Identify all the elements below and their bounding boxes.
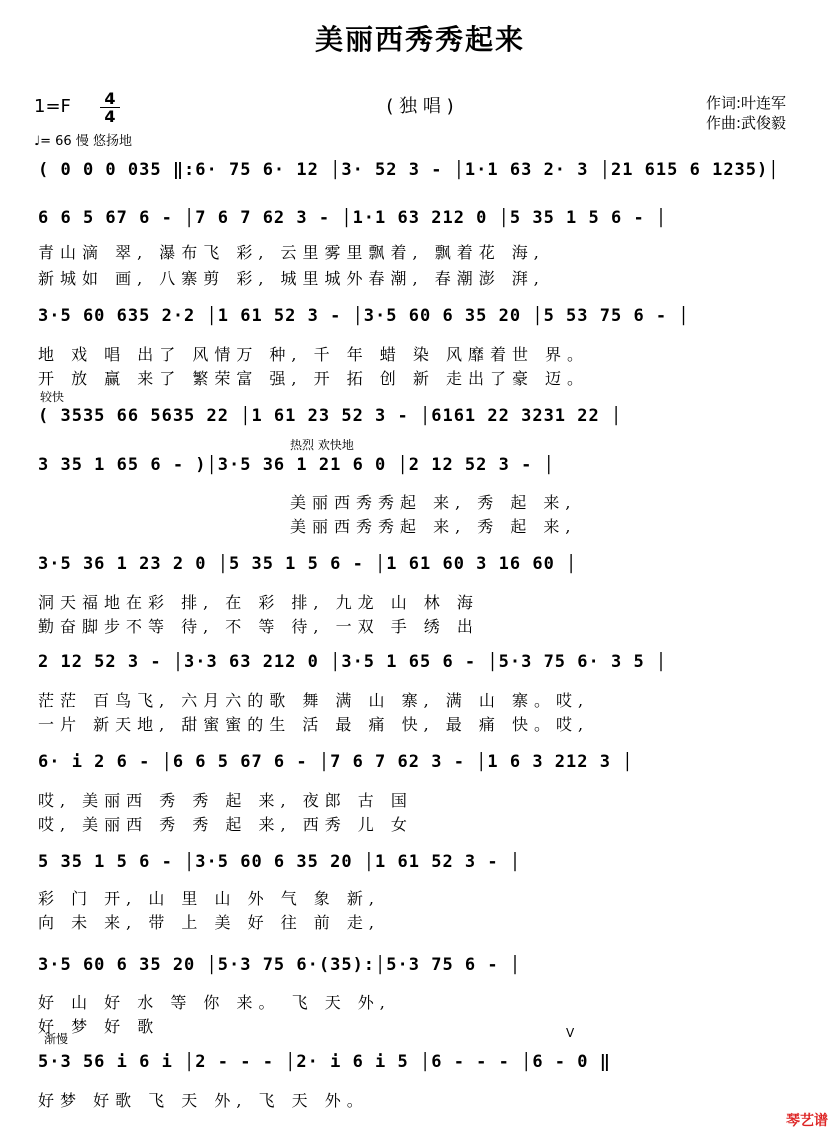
notation-row-2: 6 6 5 67 6 - │7 6 7 62 3 - │1·1 63 212 0 │5 35 1 5 6 - │ [38,208,668,228]
lyric-row-5-verse-2: 美丽西秀秀起 来, 秀 起 来, [290,517,577,536]
notation-row-5: 3 35 1 65 6 - )│3·5 36 1 21 6 0 │2 12 52 3 - │ [38,455,555,475]
time-top: 4 [104,89,116,108]
composer: 作曲:武俊毅 [706,114,787,132]
time-bottom: 4 [100,107,120,125]
tempo-warm-mark: 热烈 欢快地 [290,438,354,452]
lyric-row-6-verse-1: 洞天福地在彩 排, 在 彩 排, 九龙 山 林 海 [38,593,479,612]
lyric-row-5-verse-1: 美丽西秀秀起 来, 秀 起 来, [290,493,577,512]
lyric-row-3-verse-2: 开 放 赢 来了 繁荣富 强, 开 拓 创 新 走出了豪 迈。 [38,369,590,388]
lyric-row-2-verse-1: 青山滴 翠, 瀑布飞 彩, 云里雾里飘着, 飘着花 海, [38,243,545,262]
notation-row-4: ( 3535 66 5635 22 │1 61 23 52 3 - │6161 22 3231 22 │ [38,406,623,426]
lyric-row-6-verse-2: 勤奋脚步不等 待, 不 等 待, 一双 手 绣 出 [38,617,479,636]
lyric-row-7-verse-2: 一片 新天地, 甜蜜蜜的生 活 最 痛 快, 最 痛 快。哎, [38,715,590,734]
lyric-row-2-verse-2: 新城如 画, 八寨剪 彩, 城里城外春潮, 春潮澎 湃, [38,269,545,288]
notation-row-8: 6· i 2 6 - │6 6 5 67 6 - │7 6 7 62 3 - │1 6 3 212 3 │ [38,752,634,772]
lyric-row-10-verse-1: 好 山 好 水 等 你 来。 飞 天 外, [38,993,391,1012]
notation-row-11: 5·3 56 i 6 i │2 - - - │2· i 6 i 5 │6 - - - │6 - 0 ‖ [38,1052,611,1072]
breath-mark: V [566,1026,575,1040]
lyric-row-10-verse-2: 好 梦 好 歌 [38,1017,160,1036]
tempo-marking: ♩= 66 慢 悠扬地 [34,134,132,149]
performance-type: ( 独 唱 ) [386,96,454,117]
time-signature [100,90,120,125]
site-logo: 琴艺谱 [786,1113,828,1129]
lyric-row-7-verse-1: 茫茫 百鸟飞, 六月六的歌 舞 满 山 寨, 满 山 寨。哎, [38,691,590,710]
lyric-row-8-verse-2: 哎, 美丽西 秀 秀 起 来, 西秀 儿 女 [38,815,413,834]
notation-row-7: 2 12 52 3 - │3·3 63 212 0 │3·5 1 65 6 - │5·3 75 6· 3 5 │ [38,652,668,672]
notation-row-9: 5 35 1 5 6 - │3·5 60 6 35 20 │1 61 52 3 - │ [38,852,522,872]
notation-row-3: 3·5 60 635 2·2 │1 61 52 3 - │3·5 60 6 35 20 │5 53 75 6 - │ [38,306,690,326]
lyric-row-9-verse-2: 向 未 来, 带 上 美 好 往 前 走, [38,913,380,932]
notation-row-6: 3·5 36 1 23 2 0 │5 35 1 5 6 - │1 61 60 3 16 60 │ [38,554,578,574]
song-title: 美丽西秀秀起来 [314,23,525,56]
lyric-row-3-verse-1: 地 戏 唱 出了 风情万 种, 千 年 蜡 染 风靡着世 界。 [38,345,590,364]
lyric-row-11-verse-1: 好梦 好歌 飞 天 外, 飞 天 外。 [38,1091,369,1110]
notation-row-10: 3·5 60 6 35 20 │5·3 75 6·(35):│5·3 75 6 - │ [38,955,522,975]
key-signature: 1=F [34,96,71,117]
lyric-row-8-verse-1: 哎, 美丽西 秀 秀 起 来, 夜郎 古 国 [38,791,413,810]
lyricist: 作词:叶连军 [706,94,787,112]
lyric-row-9-verse-1: 彩 门 开, 山 里 山 外 气 象 新, [38,889,380,908]
tempo-faster-mark: 较快 [40,390,65,404]
notation-row-1: ( 0 0 0 035 ‖:6· 75 6· 12 │3· 52 3 - │1·1 63 2· 3 │21 615 6 1235)│ [38,160,780,180]
tempo-slower-mark: 渐慢 [44,1032,69,1046]
